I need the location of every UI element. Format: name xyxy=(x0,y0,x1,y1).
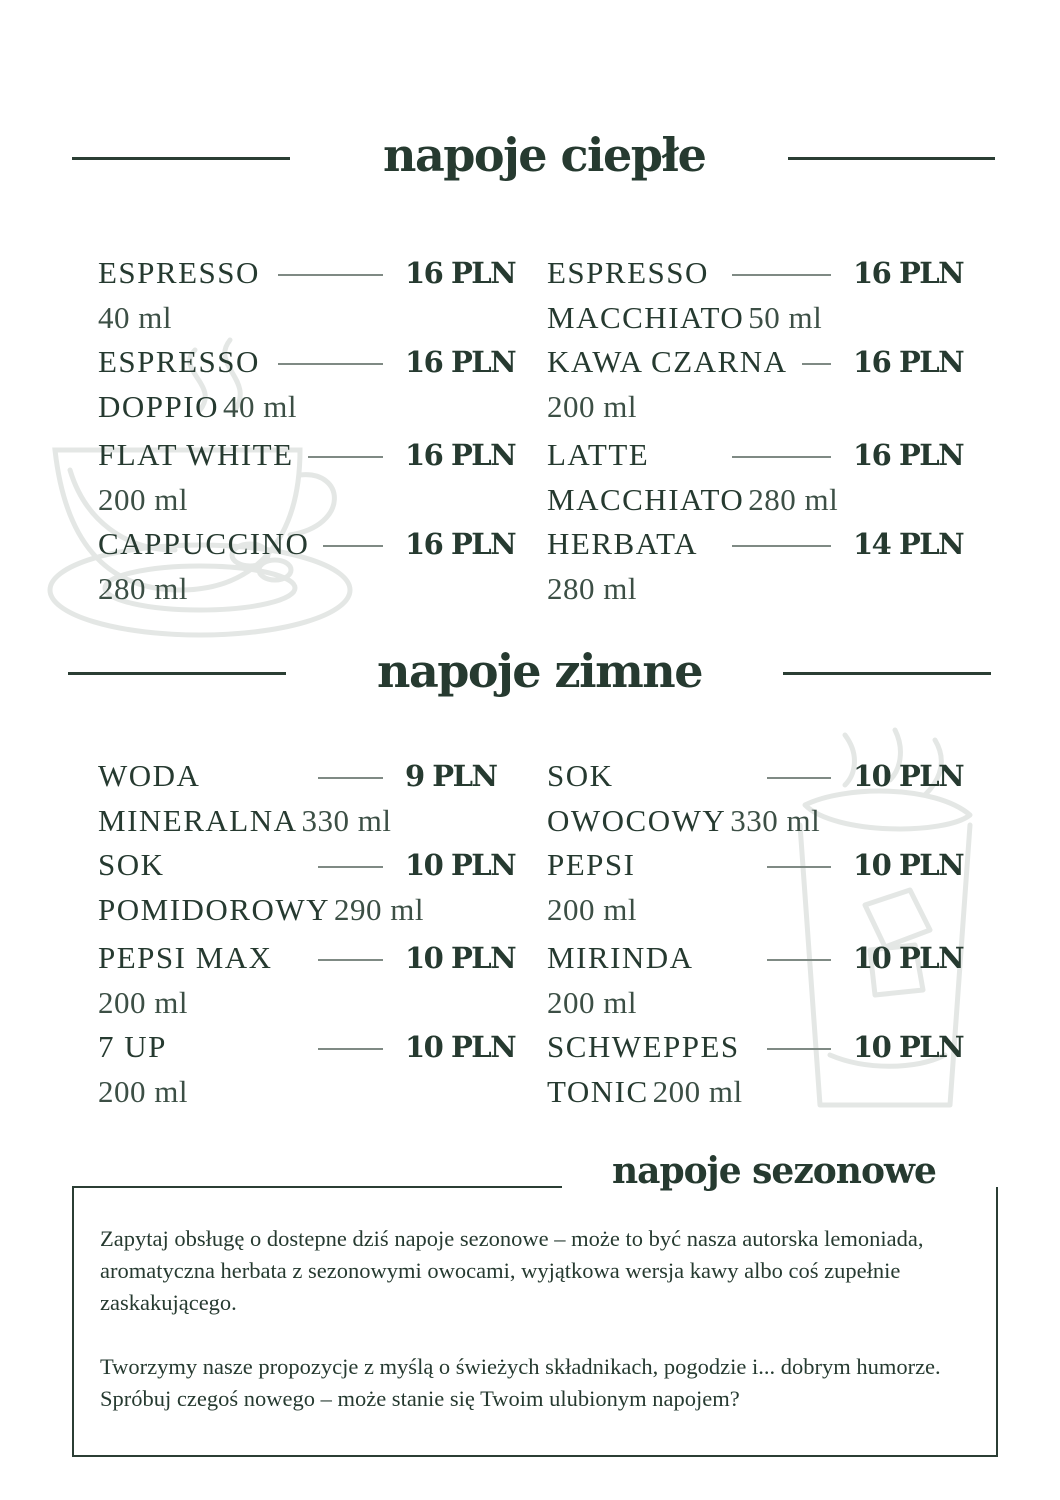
menu-item xyxy=(547,940,972,1032)
item-volume: 200 ml xyxy=(547,985,637,1020)
menu-item xyxy=(547,437,972,529)
menu-item xyxy=(98,526,523,618)
item-volume: 200 ml xyxy=(652,1074,743,1109)
menu-item xyxy=(547,255,972,347)
item-name: HERBATA xyxy=(547,526,698,561)
leader-line xyxy=(767,866,831,868)
item-detail-line xyxy=(547,389,637,431)
item-detail-line xyxy=(547,1074,743,1116)
leader-line xyxy=(323,545,383,547)
item-price: 10 PLN xyxy=(405,941,516,975)
item-volume: 200 ml xyxy=(547,389,637,424)
menu-item xyxy=(98,758,523,850)
hot-rule-right xyxy=(788,157,995,160)
item-detail-line xyxy=(547,482,838,524)
leader-line xyxy=(318,959,383,961)
item-detail-line xyxy=(98,892,424,934)
seasonal-paragraph-1: Zapytaj obsługę o dostepne dziś napoje sezonowe – może to być nasza autorska lemoniada, aromatyczna herbata z sezonowymi owocami, wyjątkowa wersja kawy albo coś zupełnie zaskakującego. xyxy=(100,1226,924,1315)
menu-item xyxy=(98,847,523,939)
item-name: SCHWEPPES xyxy=(547,1029,740,1064)
item-name: 7 UP xyxy=(98,1029,167,1064)
item-name: KAWA CZARNA xyxy=(547,344,788,379)
item-name-second-line: MACCHIATO xyxy=(547,482,745,517)
menu-item xyxy=(547,344,972,436)
menu-item xyxy=(547,1029,972,1121)
menu-item xyxy=(98,344,523,436)
item-detail-line xyxy=(547,985,637,1027)
item-volume: 40 ml xyxy=(98,300,172,335)
item-volume: 200 ml xyxy=(98,1074,188,1109)
item-price: 10 PLN xyxy=(853,1030,964,1064)
leader-line xyxy=(732,545,831,547)
item-volume: 330 ml xyxy=(730,803,821,838)
item-volume: 50 ml xyxy=(748,300,823,335)
item-volume: 280 ml xyxy=(547,571,637,606)
item-price: 10 PLN xyxy=(405,848,516,882)
item-detail-line xyxy=(547,892,637,934)
menu-item xyxy=(547,758,972,850)
menu-item xyxy=(547,847,972,939)
item-name: MIRINDA xyxy=(547,940,694,975)
menu-item xyxy=(547,526,972,618)
leader-line xyxy=(278,274,383,276)
item-price: 16 PLN xyxy=(853,345,964,379)
leader-line xyxy=(278,363,383,365)
leader-line xyxy=(732,456,831,458)
item-detail-line xyxy=(547,803,820,845)
leader-line xyxy=(318,1048,383,1050)
leader-line xyxy=(802,363,832,365)
cold-section-title: napoje zimne xyxy=(377,644,703,698)
item-name: PEPSI xyxy=(547,847,636,882)
cold-rule-right xyxy=(783,672,991,675)
item-price: 9 PLN xyxy=(405,759,497,793)
item-name-second-line: OWOCOWY xyxy=(547,803,727,838)
item-price: 10 PLN xyxy=(853,759,964,793)
item-detail-line xyxy=(98,985,188,1027)
item-price: 16 PLN xyxy=(853,438,964,472)
item-volume: 200 ml xyxy=(98,482,188,517)
item-price: 16 PLN xyxy=(405,438,516,472)
item-name: CAPPUCCINO xyxy=(98,526,310,561)
hot-rule-left xyxy=(72,157,290,160)
item-volume: 40 ml xyxy=(222,389,297,424)
item-name: FLAT WHITE xyxy=(98,437,294,472)
item-volume: 330 ml xyxy=(301,803,392,838)
item-detail-line xyxy=(98,300,172,342)
item-price: 16 PLN xyxy=(853,256,964,290)
item-name: LATTE xyxy=(547,437,650,472)
leader-line xyxy=(767,777,831,779)
leader-line xyxy=(318,777,383,779)
item-detail-line xyxy=(547,571,637,613)
item-price: 16 PLN xyxy=(405,256,516,290)
seasonal-paragraph-2: Tworzymy nasze propozycje z myślą o świeżych składnikach, pogodzie i... dobrym humorze. Spróbuj czegoś nowego – może stanie się Twoim ulubionym napojem? xyxy=(100,1354,941,1411)
item-name-second-line: MINERALNA xyxy=(98,803,298,838)
item-name-second-line: POMIDOROWY xyxy=(98,892,330,927)
leader-line xyxy=(318,866,383,868)
item-volume: 280 ml xyxy=(98,571,188,606)
leader-line xyxy=(767,1048,831,1050)
seasonal-section-title: napoje sezonowe xyxy=(612,1150,936,1192)
hot-section-title: napoje ciepłe xyxy=(383,128,706,182)
item-volume: 290 ml xyxy=(334,892,424,927)
item-name: ESPRESSO xyxy=(98,255,260,290)
cold-rule-left xyxy=(68,672,286,675)
item-detail-line xyxy=(98,389,297,431)
menu-item xyxy=(98,1029,523,1121)
item-price: 10 PLN xyxy=(853,848,964,882)
item-detail-line xyxy=(547,300,822,342)
item-price: 10 PLN xyxy=(405,1030,516,1064)
item-name: SOK xyxy=(547,758,614,793)
item-volume: 280 ml xyxy=(748,482,839,517)
item-price: 16 PLN xyxy=(405,527,516,561)
leader-line xyxy=(308,456,383,458)
leader-line xyxy=(732,274,831,276)
item-price: 10 PLN xyxy=(853,941,964,975)
item-name: PEPSI MAX xyxy=(98,940,273,975)
item-detail-line xyxy=(98,1074,188,1116)
item-detail-line xyxy=(98,571,188,613)
item-name: SOK xyxy=(98,847,165,882)
item-volume: 200 ml xyxy=(98,985,188,1020)
item-detail-line xyxy=(98,482,188,524)
item-detail-line xyxy=(98,803,391,845)
menu-item xyxy=(98,255,523,347)
item-name: WODA xyxy=(98,758,201,793)
item-name-second-line: MACCHIATO xyxy=(547,300,745,335)
item-name: ESPRESSO xyxy=(98,344,260,379)
menu-item xyxy=(98,437,523,529)
item-name: ESPRESSO xyxy=(547,255,709,290)
menu-item xyxy=(98,940,523,1032)
item-name-second-line: DOPPIO xyxy=(98,389,219,424)
leader-line xyxy=(767,959,831,961)
item-price: 16 PLN xyxy=(405,345,516,379)
item-volume: 200 ml xyxy=(547,892,637,927)
item-price: 14 PLN xyxy=(853,527,964,561)
item-name-second-line: TONIC xyxy=(547,1074,649,1109)
